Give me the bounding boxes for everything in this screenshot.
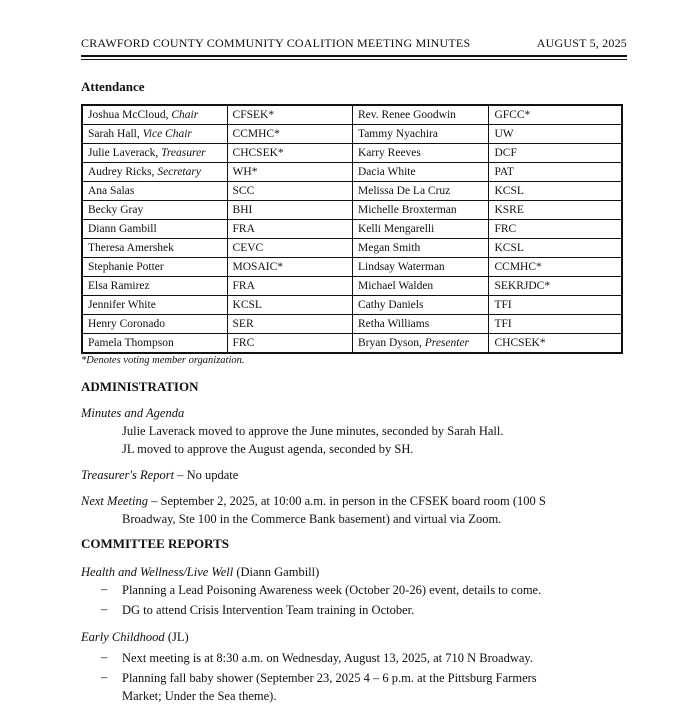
member-name-text: Megan Smith	[357, 242, 421, 254]
member-org-text: KCSL	[494, 242, 524, 254]
member-org-text: KCSL	[494, 185, 524, 197]
member-org-text: CHCSEK*	[232, 147, 284, 159]
member-role: Presenter	[424, 337, 470, 349]
attendance-row	[82, 258, 622, 277]
member-org-text: UW	[494, 128, 514, 140]
member-org	[489, 220, 622, 239]
member-name	[352, 163, 489, 182]
early-childhood-label: Early Childhood	[81, 630, 165, 644]
member-org-text: GFCC*	[494, 109, 531, 121]
member-org-text: CFSEK*	[232, 109, 275, 121]
member-org	[227, 239, 352, 258]
member-name-text: Jennifer White	[88, 299, 156, 311]
header-rule-thick	[81, 55, 627, 57]
member-org-text: KSRE	[494, 204, 524, 216]
member-name-text: Stephanie Potter	[88, 261, 164, 273]
member-org	[489, 201, 622, 220]
bullet-dash: –	[101, 670, 108, 684]
member-name	[352, 258, 489, 277]
next-meeting-label: Next Meeting	[81, 494, 148, 508]
document-title: CRAWFORD COUNTY COMMUNITY COALITION MEETING MINUTES	[81, 36, 471, 50]
voting-footnote: *Denotes voting member organization.	[81, 355, 245, 366]
member-name	[82, 239, 227, 258]
health-wellness-label: Health and Wellness/Live Well	[81, 565, 234, 579]
page-header	[81, 36, 627, 56]
early-bullet-2-cont: Market; Under the Sea theme).	[122, 689, 277, 703]
bullet-dash: –	[101, 582, 108, 596]
member-org-text: MOSAIC*	[232, 261, 284, 273]
minutes-motion: Julie Laverack moved to approve the June minutes, seconded by Sarah Hall.	[122, 424, 504, 438]
member-name-text: Becky Gray	[88, 204, 144, 216]
member-name-text: Sarah Hall,	[88, 128, 143, 140]
attendance-row	[82, 105, 622, 125]
member-org-text: CCMHC*	[232, 128, 280, 140]
member-org-text: PAT	[494, 166, 514, 178]
member-org-text: BHI	[232, 204, 253, 216]
member-org	[489, 144, 622, 163]
member-org	[227, 220, 352, 239]
member-name-text: Julie Laverack,	[88, 147, 162, 159]
member-name-text: Lindsay Waterman	[357, 261, 445, 273]
member-name-text: Audrey Ricks,	[88, 166, 158, 178]
member-name	[352, 144, 489, 163]
member-org	[227, 144, 352, 163]
attendance-row	[82, 315, 622, 334]
attendance-row	[82, 144, 622, 163]
member-name	[352, 334, 489, 354]
member-name-text: Tammy Nyachira	[357, 128, 438, 140]
member-name	[82, 296, 227, 315]
member-org	[227, 315, 352, 334]
member-name-text: Theresa Amershek	[88, 242, 174, 254]
treasurer-label: Treasurer's Report	[81, 468, 175, 482]
attendance-row	[82, 277, 622, 296]
minutes-agenda-label: Minutes and Agenda	[81, 406, 185, 420]
member-role: Treasurer	[161, 147, 206, 159]
member-org	[227, 125, 352, 144]
header-rule-thin	[81, 59, 627, 60]
member-name	[352, 277, 489, 296]
member-name-text: Michelle Broxterman	[357, 204, 457, 216]
treasurer-report	[81, 466, 238, 484]
attendance-row	[82, 220, 622, 239]
member-name-text: Karry Reeves	[357, 147, 421, 159]
member-name	[352, 125, 489, 144]
member-org	[489, 315, 622, 334]
member-org-text: FRA	[232, 223, 255, 235]
attendance-row	[82, 296, 622, 315]
member-name	[82, 182, 227, 201]
meeting-date: AUGUST 5, 2025	[536, 36, 627, 50]
member-org	[489, 105, 622, 125]
member-org	[227, 105, 352, 125]
member-org	[489, 163, 622, 182]
member-name	[352, 220, 489, 239]
attendance-heading: Attendance	[81, 79, 145, 94]
health-wellness-lead: (Diann Gambill)	[233, 565, 320, 579]
attendance-table	[81, 104, 623, 354]
member-name-text: Henry Coronado	[88, 318, 165, 330]
member-org-text: CHCSEK*	[494, 337, 546, 349]
member-name	[82, 315, 227, 334]
attendance-row	[82, 239, 622, 258]
next-meeting-text-cont: Broadway, Ste 100 in the Commerce Bank basement) and virtual via Zoom.	[122, 512, 502, 526]
member-org	[489, 125, 622, 144]
member-name	[82, 201, 227, 220]
member-name	[82, 144, 227, 163]
member-name	[82, 125, 227, 144]
member-org	[489, 277, 622, 296]
member-role: Secretary	[157, 166, 201, 178]
member-name	[352, 105, 489, 125]
member-role: Vice Chair	[142, 128, 192, 140]
next-meeting-text: – September 2, 2025, at 10:00 a.m. in person in the CFSEK board room (100 S	[148, 494, 546, 508]
member-org-text: CEVC	[232, 242, 264, 254]
early-childhood-lead: (JL)	[164, 630, 189, 644]
bullet-dash: –	[101, 650, 108, 664]
member-name-text: Dacia White	[357, 166, 416, 178]
member-org-text: FRC	[494, 223, 517, 235]
member-name	[82, 105, 227, 125]
member-name-text: Cathy Daniels	[357, 299, 424, 311]
health-wellness-heading	[81, 563, 319, 581]
member-name	[352, 315, 489, 334]
attendance-row	[82, 163, 622, 182]
member-name-text: Elsa Ramirez	[88, 280, 150, 292]
member-name	[352, 296, 489, 315]
member-name	[82, 163, 227, 182]
member-name-text: Pamela Thompson	[88, 337, 174, 349]
member-org	[227, 163, 352, 182]
member-org-text: DCF	[494, 147, 517, 159]
member-org	[489, 258, 622, 277]
member-org	[489, 296, 622, 315]
member-org	[227, 277, 352, 296]
member-org	[489, 239, 622, 258]
member-name-text: Rev. Renee Goodwin	[357, 109, 456, 121]
member-name-text: Melissa De La Cruz	[357, 185, 451, 197]
early-childhood-heading	[81, 628, 189, 646]
member-org-text: TFI	[494, 299, 512, 311]
attendance-row	[82, 334, 622, 354]
member-org-text: FRA	[232, 280, 255, 292]
member-org	[489, 182, 622, 201]
early-bullet-1: Next meeting is at 8:30 a.m. on Wednesday, August 13, 2025, at 710 N Broadway.	[122, 651, 533, 665]
member-name-text: Bryan Dyson,	[357, 337, 425, 349]
member-name-text: Michael Walden	[357, 280, 434, 292]
member-name-text: Retha Williams	[357, 318, 430, 330]
administration-heading: ADMINISTRATION	[81, 379, 199, 394]
member-org	[227, 182, 352, 201]
member-org-text: SCC	[232, 185, 255, 197]
member-org	[227, 334, 352, 354]
member-org	[227, 201, 352, 220]
member-org-text: KCSL	[232, 299, 262, 311]
early-bullet-2: Planning fall baby shower (September 23, 2025 4 – 6 p.m. at the Pittsburg Farmers	[122, 671, 537, 685]
agenda-motion: JL moved to approve the August agenda, seconded by SH.	[122, 442, 414, 456]
member-name	[352, 239, 489, 258]
member-name-text: Ana Salas	[88, 185, 135, 197]
member-name	[82, 334, 227, 354]
health-bullet-2: DG to attend Crisis Intervention Team training in October.	[122, 603, 415, 617]
member-org-text: SEKRJDC*	[494, 280, 551, 292]
member-org-text: CCMHC*	[494, 261, 542, 273]
member-org	[227, 258, 352, 277]
member-role: Chair	[171, 109, 199, 121]
member-org-text: SER	[232, 318, 254, 330]
member-org	[489, 334, 622, 354]
attendance-row	[82, 201, 622, 220]
member-org-text: FRC	[232, 337, 255, 349]
bullet-dash: –	[101, 602, 108, 616]
member-org	[227, 296, 352, 315]
member-org-text: TFI	[494, 318, 512, 330]
treasurer-text: – No update	[174, 468, 239, 482]
member-org-text: WH*	[232, 166, 258, 178]
attendance-row	[82, 125, 622, 144]
health-bullet-1: Planning a Lead Poisoning Awareness week (October 20-26) event, details to come.	[122, 583, 542, 597]
attendance-row	[82, 182, 622, 201]
member-name	[82, 258, 227, 277]
committee-reports-heading: COMMITTEE REPORTS	[81, 536, 229, 551]
member-name	[82, 277, 227, 296]
member-name	[352, 201, 489, 220]
member-name	[82, 220, 227, 239]
member-name-text: Joshua McCloud,	[88, 109, 172, 121]
member-name-text: Diann Gambill	[88, 223, 157, 235]
member-name	[352, 182, 489, 201]
member-name-text: Kelli Mengarelli	[357, 223, 435, 235]
next-meeting	[81, 492, 546, 510]
